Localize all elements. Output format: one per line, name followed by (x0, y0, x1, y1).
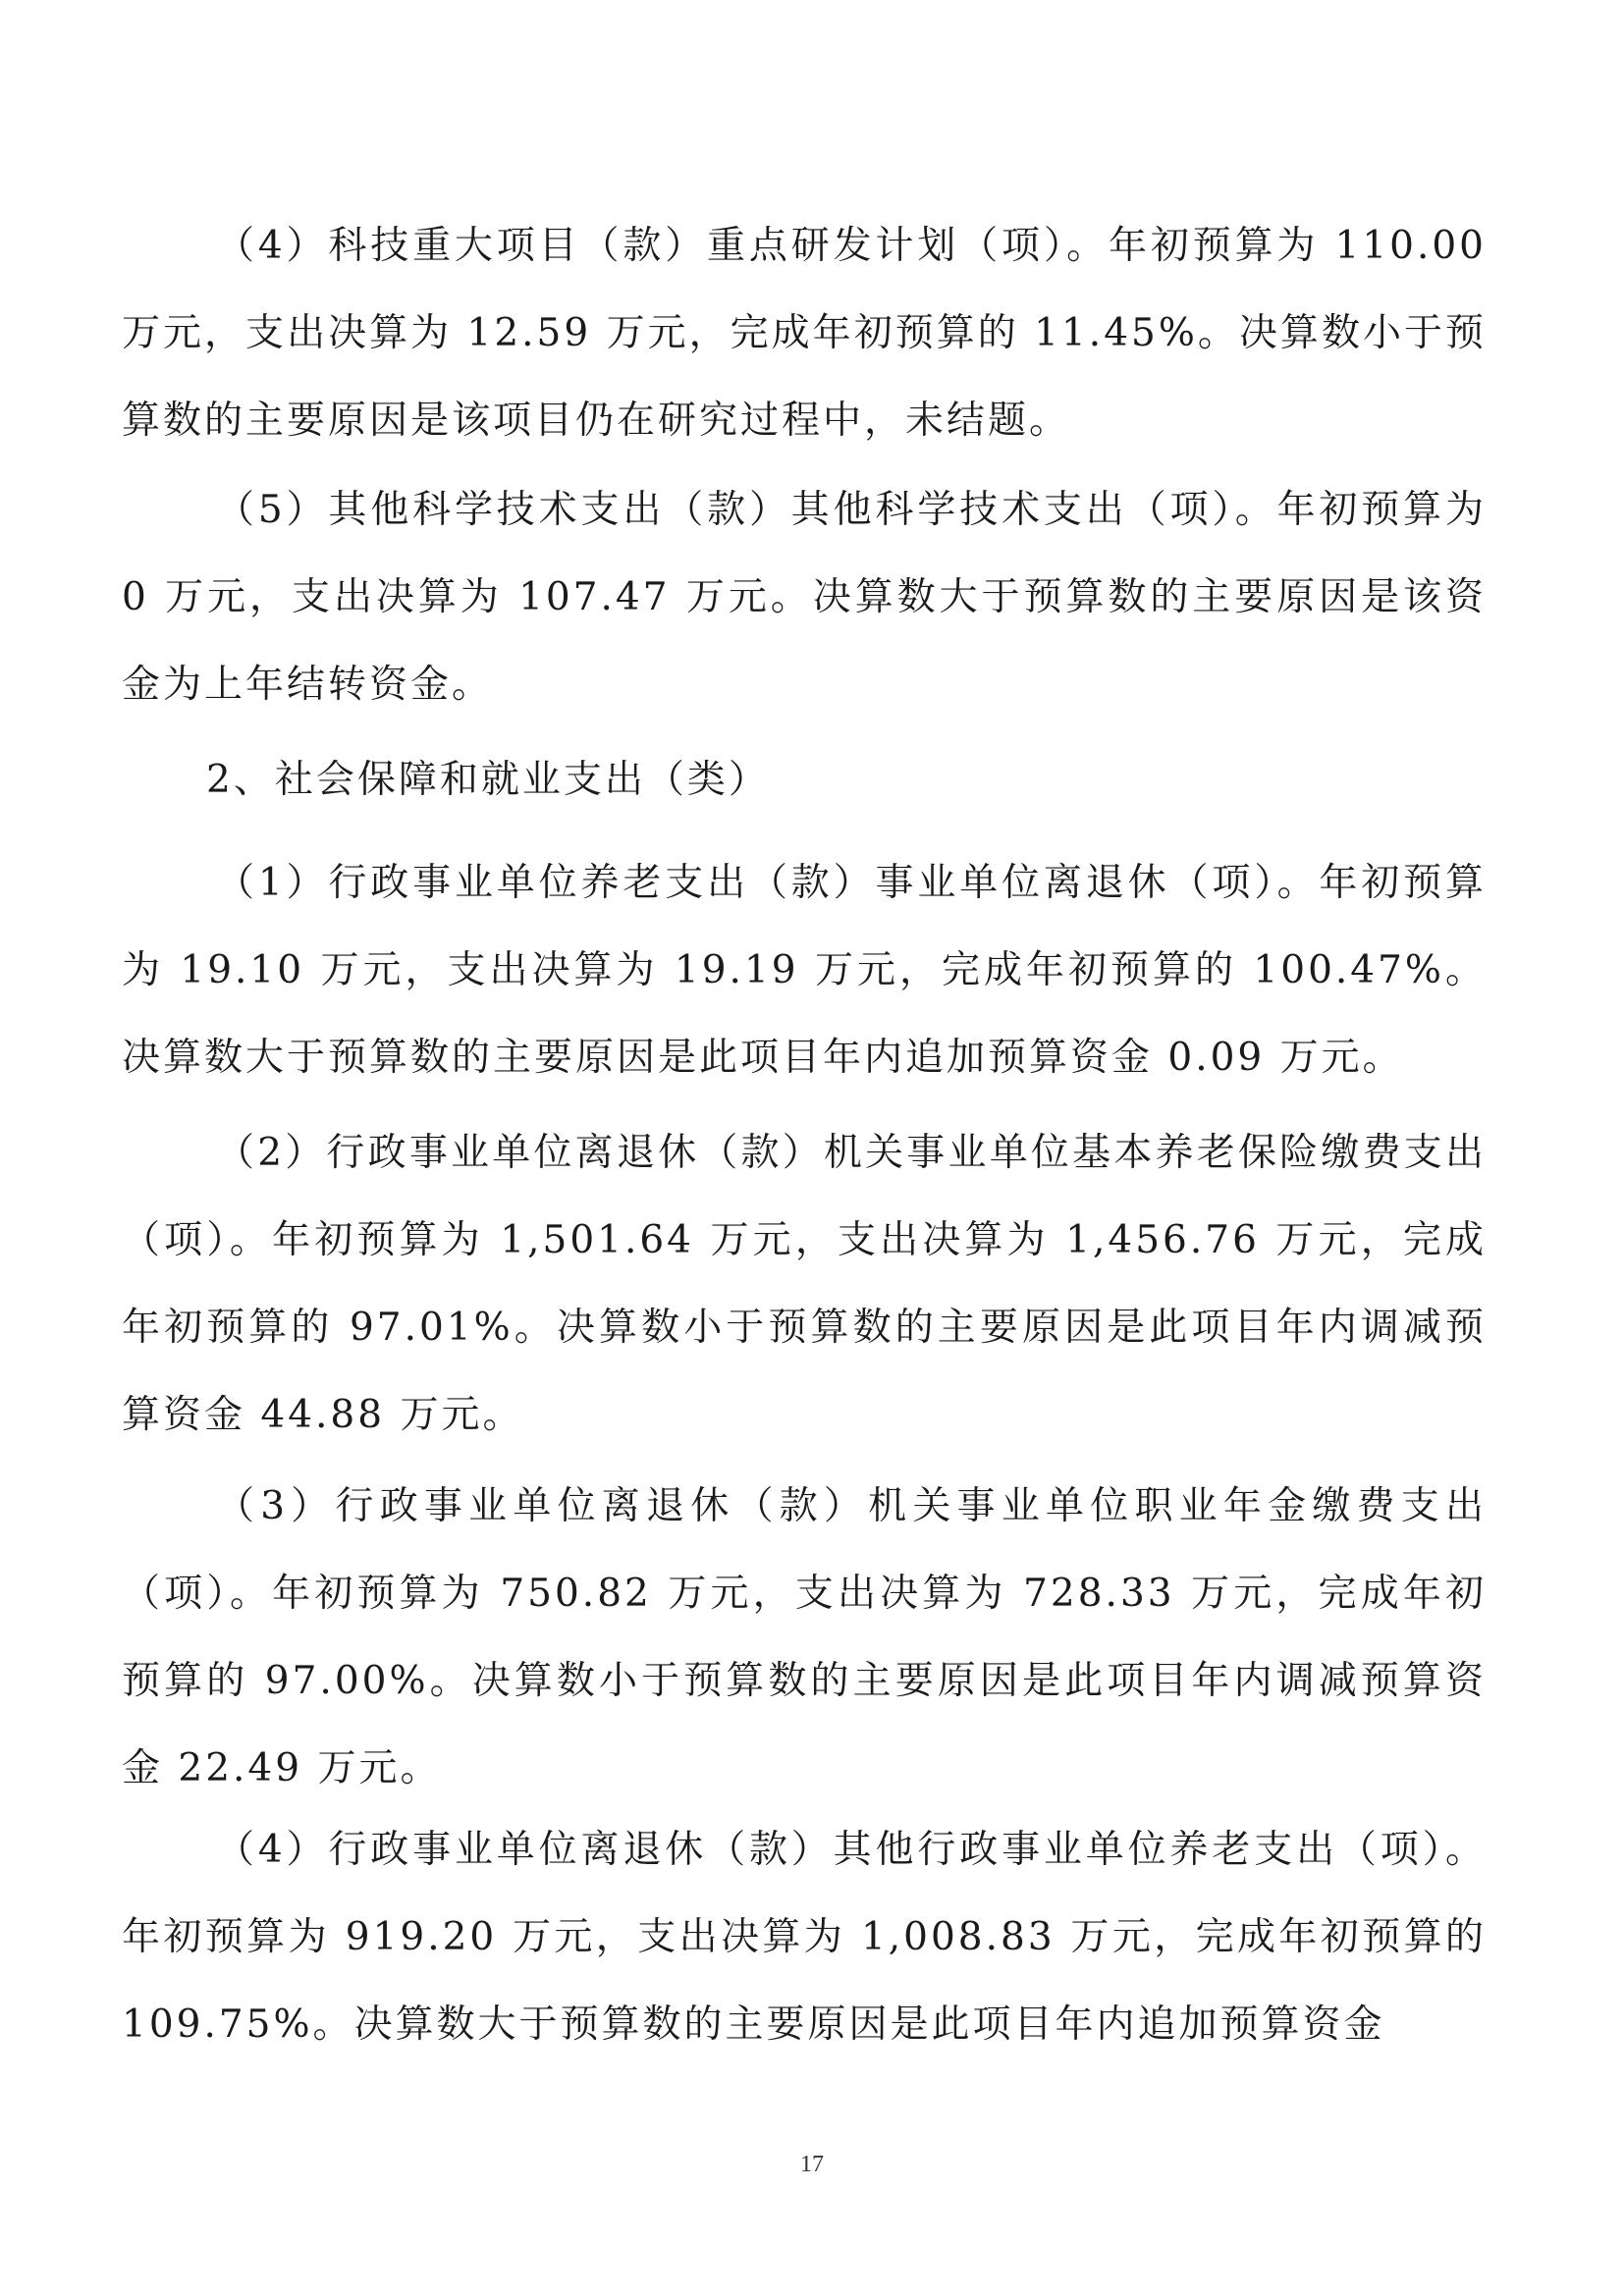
paragraph-other-science: （5）其他科学技术支出（款）其他科学技术支出（项）。年初预算为 0 万元，支出决算为 107.47 万元。决算数大于预算数的主要原因是该资金为上年结转资金。 (122, 488, 1487, 707)
page-number: 17 (800, 2152, 824, 2177)
paragraph-institution-retirement: （1）行政事业单位养老支出（款）事业单位离退休（项）。年初预算为 19.10 万元，支出决算为 19.19 万元，完成年初预算的 100.47%。决算数大于预算数的主要原因是此项目年内追加预算资金 0.09 万元。 (122, 861, 1487, 1080)
paragraph-occupational-annuity: （3）行政事业单位离退休（款）机关事业单位职业年金缴费支出（项）。年初预算为 750.82 万元，支出决算为 728.33 万元，完成年初预算的 97.00%。决算数小于预算数的主要原因是此项目年内调减预算资金 22.49 万元。 (122, 1484, 1487, 1790)
paragraph-science-key-rd: （4）科技重大项目（款）重点研发计划（项）。年初预算为 110.00 万元，支出决算为 12.59 万元，完成年初预算的 11.45%。决算数小于预算数的主要原因是该项目仍在研究过程中，未结题。 (122, 224, 1487, 443)
section-heading-social-security: 2、社会保障和就业支出（类） (206, 758, 770, 802)
paragraph-basic-pension-insurance: （2）行政事业单位离退休（款）机关事业单位基本养老保险缴费支出（项）。年初预算为 1,501.64 万元，支出决算为 1,456.76 万元，完成年初预算的 97.01%。决算数小于预算数的主要原因是此项目年内调减预算资金 44.88 万元。 (122, 1131, 1487, 1437)
paragraph-other-pension: （4）行政事业单位离退休（款）其他行政事业单位养老支出（项）。年初预算为 919.20 万元，支出决算为 1,008.83 万元，完成年初预算的 109.75%。决算数大于预算数的主要原因是此项目年内追加预算资金 (122, 1828, 1487, 2047)
